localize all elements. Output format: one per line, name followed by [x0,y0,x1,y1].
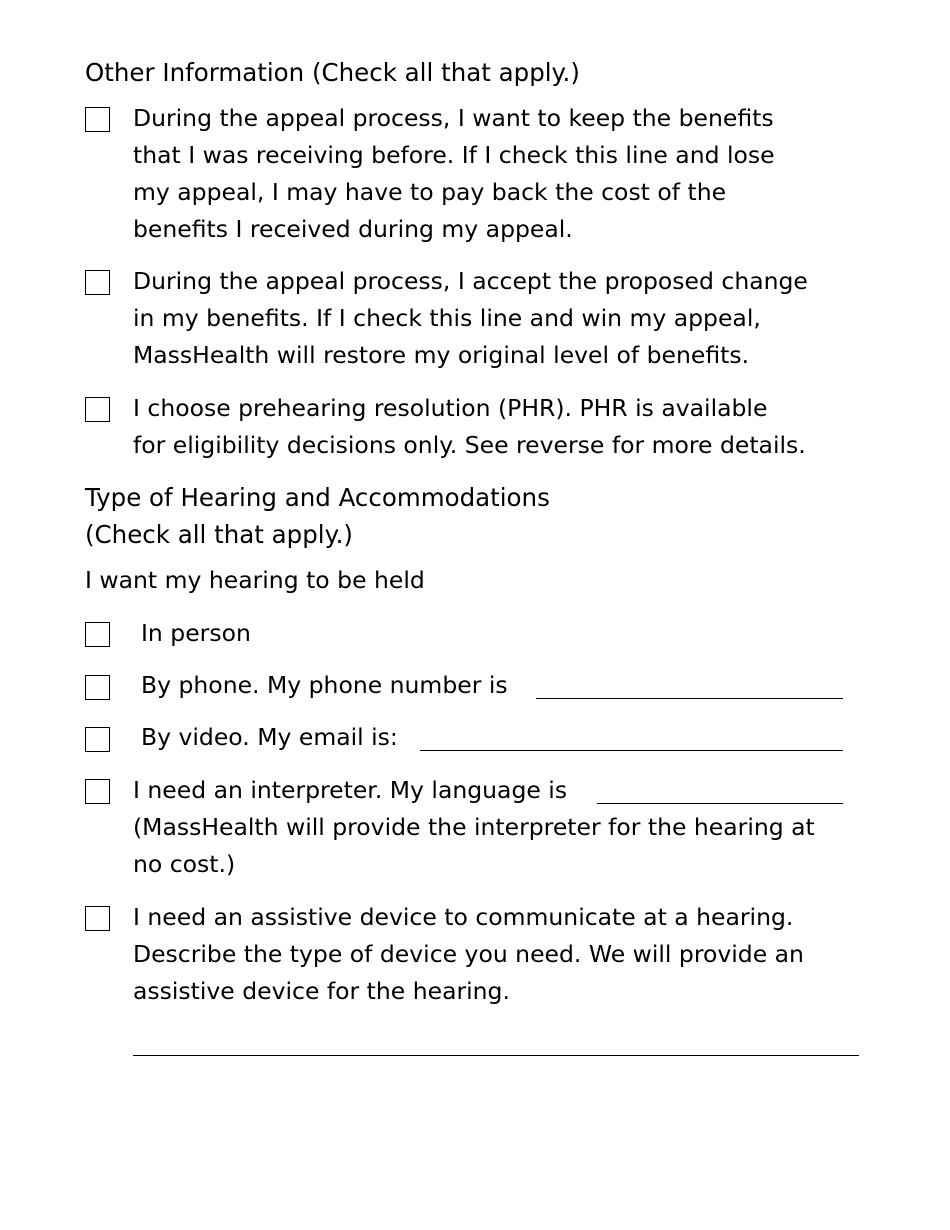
assistive-device-text [133,899,853,1010]
accept-change-line-1: During the appeal process, I accept the proposed change [133,267,808,295]
interpreter-line-2: (MassHealth will provide the interpreter for the hearing at [133,813,815,841]
device-description-field[interactable] [133,1055,859,1056]
keep-benefits-checkbox[interactable] [85,107,110,132]
assistive-line-2: Describe the type of device you need. We will provide an [133,940,804,968]
phr-line-2: for eligibility decisions only. See reverse for more details. [133,431,806,459]
phr-checkbox[interactable] [85,397,110,422]
accept-change-line-3: MassHealth will restore my original level of benefits. [133,341,750,369]
other-information-heading: Other Information (Check all that apply.) [85,58,580,87]
keep-benefits-line-3: my appeal, I may have to pay back the cost of the [133,178,727,206]
interpreter-text [133,772,853,883]
accept-change-text [133,263,853,374]
interpreter-line-1: I need an interpreter. My language is [133,776,568,804]
language-field[interactable] [597,803,843,804]
interpreter-checkbox[interactable] [85,779,110,804]
phr-line-1: I choose prehearing resolution (PHR). PHR is available [133,394,768,422]
assistive-line-1: I need an assistive device to communicate at a hearing. [133,903,794,931]
in-person-checkbox[interactable] [85,622,110,647]
hearing-intro: I want my hearing to be held [85,566,425,594]
assistive-device-checkbox[interactable] [85,906,110,931]
in-person-label: In person [141,619,251,647]
interpreter-line-3: no cost.) [133,850,236,878]
accept-change-checkbox[interactable] [85,270,110,295]
hearing-heading-line-2: (Check all that apply.) [85,520,353,549]
accept-change-line-2: in my benefits. If I check this line and win my appeal, [133,304,761,332]
phone-number-field[interactable] [536,698,843,699]
keep-benefits-line-1: During the appeal process, I want to keep the benefits [133,104,774,132]
keep-benefits-line-4: benefits I received during my appeal. [133,215,573,243]
by-video-checkbox[interactable] [85,727,110,752]
phr-text [133,390,853,464]
by-phone-checkbox[interactable] [85,675,110,700]
assistive-line-3: assistive device for the hearing. [133,977,510,1005]
keep-benefits-line-2: that I was receiving before. If I check this line and lose [133,141,775,169]
keep-benefits-text [133,100,853,248]
by-video-label: By video. My email is: [141,723,398,751]
email-field[interactable] [420,750,843,751]
hearing-heading-line-1: Type of Hearing and Accommodations [85,483,550,512]
by-phone-label: By phone. My phone number is [141,671,508,699]
